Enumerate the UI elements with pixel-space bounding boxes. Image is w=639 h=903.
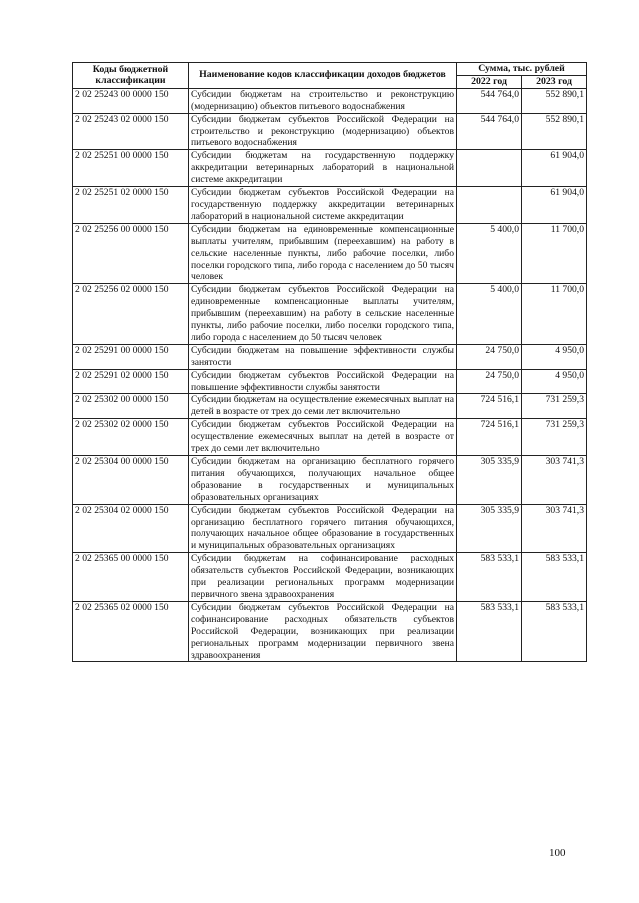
row-value-2023: 583 533,1: [522, 553, 587, 602]
row-value-2023: 583 533,1: [522, 601, 587, 662]
row-code: 2 02 25251 00 0000 150: [73, 150, 189, 187]
row-value-2023: 303 741,3: [522, 504, 587, 553]
table-row: [73, 553, 587, 602]
row-code: 2 02 25304 02 0000 150: [73, 504, 189, 553]
row-value-2022: 724 516,1: [457, 419, 522, 456]
row-value-2023: 4 950,0: [522, 369, 587, 394]
row-value-2022: 724 516,1: [457, 394, 522, 419]
row-name: Субсидии бюджетам на организацию бесплатного горячего питания обучающихся, получающих начальное общее образование в государственных и муниципальных образовательных организациях: [189, 456, 457, 505]
row-code: 2 02 25256 02 0000 150: [73, 284, 189, 345]
header-year-2023: 2023 год: [522, 75, 587, 88]
table-row: [73, 504, 587, 553]
row-name: Субсидии бюджетам субъектов Российской Федерации на единовременные компенсационные выплаты учителям, прибывшим (переехавшим) на работу в сельские населенные пункты, либо рабочие поселки, либо поселки городского типа, либо города с населением до 50 тысяч человек: [189, 284, 457, 345]
row-value-2023: 303 741,3: [522, 456, 587, 505]
page-number: 100: [549, 847, 566, 859]
row-name: Субсидии бюджетам субъектов Российской Федерации на государственную поддержку аккредитации ветеринарных лабораторий в национальной системе аккредитации: [189, 187, 457, 224]
header-sum: Сумма, тыс. рублей: [457, 63, 587, 76]
row-value-2023: 11 700,0: [522, 284, 587, 345]
table-row: [73, 113, 587, 150]
row-code: 2 02 25302 02 0000 150: [73, 419, 189, 456]
header-name: Наименование кодов классификации доходов бюджетов: [189, 63, 457, 89]
row-name: Субсидии бюджетам субъектов Российской Федерации на осуществление ежемесячных выплат на детей в возрасте от трех до семи лет включительно: [189, 419, 457, 456]
row-value-2023: 4 950,0: [522, 344, 587, 369]
header-codes: Коды бюджетной классификации: [73, 63, 189, 89]
row-name: Субсидии бюджетам на софинансирование расходных обязательств субъектов Российской Федерации, возникающих при реализации региональных программ модернизации первичного звена здравоохранения: [189, 553, 457, 602]
table-body: [73, 88, 587, 662]
table-row: [73, 284, 587, 345]
row-value-2023: 552 890,1: [522, 113, 587, 150]
table-row: [73, 88, 587, 113]
row-name: Субсидии бюджетам на единовременные компенсационные выплаты учителям, прибывшим (переехавшим) на работу в сельские населенные пункты, либо рабочие поселки, либо поселки городского типа, либо города с населением до 50 тысяч человек: [189, 223, 457, 284]
row-name: Субсидии бюджетам на осуществление ежемесячных выплат на детей в возрасте от трех до семи лет включительно: [189, 394, 457, 419]
row-name: Субсидии бюджетам субъектов Российской Федерации на строительство и реконструкцию (модернизацию) объектов питьевого водоснабжения: [189, 113, 457, 150]
row-code: 2 02 25243 00 0000 150: [73, 88, 189, 113]
row-name: Субсидии бюджетам на государственную поддержку аккредитации ветеринарных лабораторий в национальной системе аккредитации: [189, 150, 457, 187]
table-row: [73, 456, 587, 505]
header-year-2022: 2022 год: [457, 75, 522, 88]
row-value-2022: [457, 150, 522, 187]
table-row: [73, 187, 587, 224]
table-row: [73, 344, 587, 369]
row-code: 2 02 25304 00 0000 150: [73, 456, 189, 505]
row-code: 2 02 25251 02 0000 150: [73, 187, 189, 224]
row-code: 2 02 25256 00 0000 150: [73, 223, 189, 284]
row-code: 2 02 25365 02 0000 150: [73, 601, 189, 662]
row-value-2022: 24 750,0: [457, 344, 522, 369]
table-row: [73, 150, 587, 187]
row-value-2023: 61 904,0: [522, 187, 587, 224]
row-name: Субсидии бюджетам субъектов Российской Федерации на софинансирование расходных обязательств субъектов Российской Федерации, возникающих при реализации региональных программ модернизации первичного звена здравоохранения: [189, 601, 457, 662]
row-value-2022: 305 335,9: [457, 456, 522, 505]
row-value-2023: 731 259,3: [522, 419, 587, 456]
table-row: [73, 369, 587, 394]
row-code: 2 02 25365 00 0000 150: [73, 553, 189, 602]
row-value-2022: 544 764,0: [457, 88, 522, 113]
row-value-2022: 583 533,1: [457, 601, 522, 662]
row-value-2022: 5 400,0: [457, 284, 522, 345]
row-value-2022: [457, 187, 522, 224]
row-code: 2 02 25243 02 0000 150: [73, 113, 189, 150]
budget-revenue-table: [72, 62, 587, 662]
row-value-2022: 5 400,0: [457, 223, 522, 284]
row-value-2023: 552 890,1: [522, 88, 587, 113]
row-value-2023: 731 259,3: [522, 394, 587, 419]
table-row: [73, 223, 587, 284]
row-value-2022: 544 764,0: [457, 113, 522, 150]
table-header-row: [73, 63, 587, 76]
table-row: [73, 419, 587, 456]
row-code: 2 02 25291 00 0000 150: [73, 344, 189, 369]
row-name: Субсидии бюджетам субъектов Российской Федерации на повышение эффективности службы занятости: [189, 369, 457, 394]
table-row: [73, 601, 587, 662]
row-value-2022: 305 335,9: [457, 504, 522, 553]
row-code: 2 02 25302 00 0000 150: [73, 394, 189, 419]
row-name: Субсидии бюджетам на повышение эффективности службы занятости: [189, 344, 457, 369]
row-value-2023: 11 700,0: [522, 223, 587, 284]
row-name: Субсидии бюджетам субъектов Российской Федерации на организацию бесплатного горячего питания обучающихся, получающих начальное общее образование в государственных и муниципальных образовательных организациях: [189, 504, 457, 553]
table-row: [73, 394, 587, 419]
row-value-2022: 583 533,1: [457, 553, 522, 602]
row-value-2023: 61 904,0: [522, 150, 587, 187]
row-value-2022: 24 750,0: [457, 369, 522, 394]
row-name: Субсидии бюджетам на строительство и реконструкцию (модернизацию) объектов питьевого водоснабжения: [189, 88, 457, 113]
row-code: 2 02 25291 02 0000 150: [73, 369, 189, 394]
